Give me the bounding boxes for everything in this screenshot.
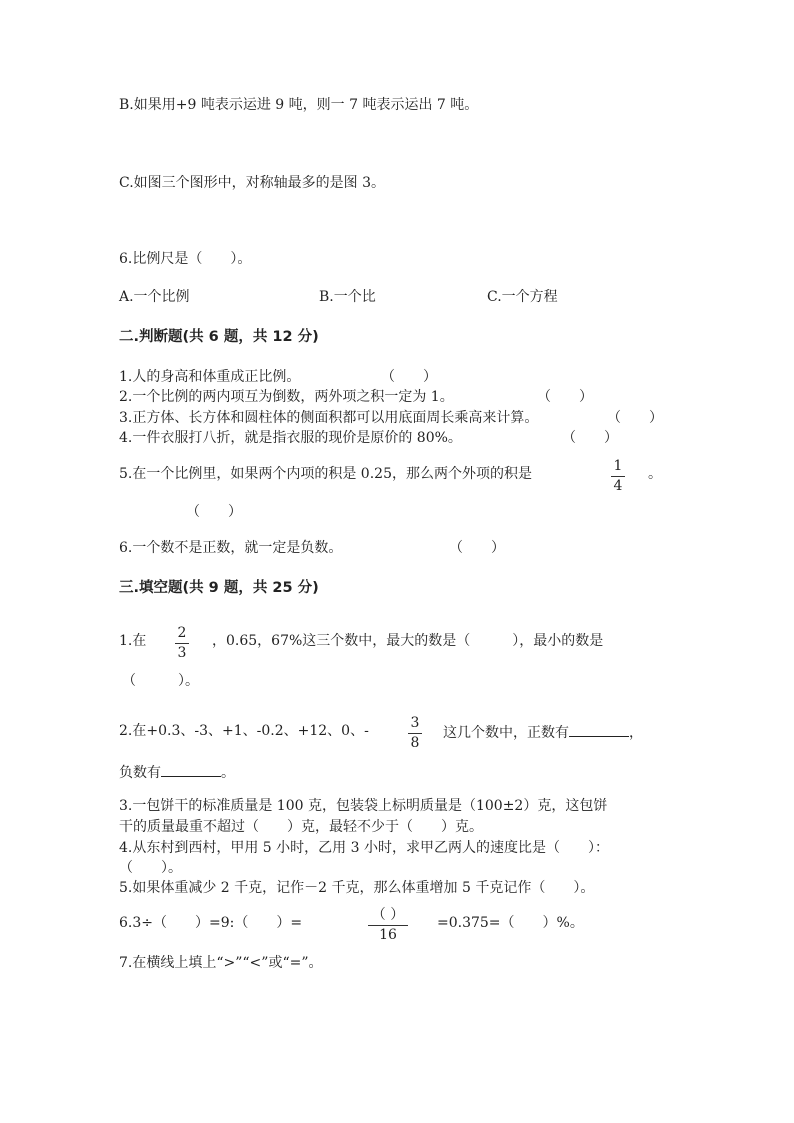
fill-5[interactable]: 5.如果体重减少 2 千克，记作－2 千克，那么体重增加 5 千克记作（ ）。 [119,880,595,896]
fill-2-line2-pre: 负数有 [119,765,161,781]
judge-item-6-text: 6.一个数不是正数，就一定是负数。 [119,540,343,556]
fill-1-fraction [170,626,194,661]
fill-1-line2[interactable]: （ ）。 [122,673,199,689]
fraction-bar [175,643,189,644]
fill-2-line2 [119,762,235,782]
judge-item-1 [119,368,437,386]
judge-item-2 [119,388,593,406]
q6-option-b: B.一个比 [319,289,376,305]
fraction-numerator: 1 [613,458,623,474]
fraction-denominator: 4 [613,478,623,494]
fill-2-post [443,722,643,742]
judge-item-3 [119,409,663,427]
fraction-bar [611,476,625,477]
fraction-bar [368,925,408,926]
q5-option-c: C.如图三个图形中，对称轴最多的是图 3。 [119,175,386,191]
judge-item-6 [119,539,505,557]
judge-item-5-text: 5.在一个比例里，如果两个内项的积是 0.25，那么两个外项的积是 [119,466,532,482]
judge-item-2-paren[interactable]: （ ） [537,389,593,405]
fill-3-line2[interactable]: 干的质量最重不超过（ ）克，最轻不少于（ ）克。 [119,819,483,835]
fill-2-post-text: 这几个数中，正数有 [443,725,569,741]
judge-item-1-text: 1.人的身高和体重成正比例。 [119,369,301,385]
judge-item-2-text: 2.一个比例的两内项互为倒数，两外项之积一定为 1。 [119,389,454,405]
section-2-title: 二.判断题(共 6 题，共 12 分) [119,329,319,345]
fill-7: 7.在横线上填上“>”“<”或“=”。 [119,955,323,971]
judge-item-5 [119,465,532,483]
judge-item-1-paren[interactable]: （ ） [381,369,437,385]
fill-4-line2[interactable]: （ ）。 [119,860,182,876]
judge-item-3-text: 3.正方体、长方体和圆柱体的侧面积都可以用底面周长乘高来计算。 [119,410,539,426]
fill-6-post[interactable]: =0.375=（ ）%。 [437,915,584,931]
fill-6-fraction [366,908,410,943]
section-3-title: 三.填空题(共 9 题，共 25 分) [119,580,319,596]
judge-item-4-paren[interactable]: （ ） [562,430,618,446]
judge-item-6-paren[interactable]: （ ） [449,540,505,556]
judge-item-5-fraction [606,459,630,494]
fill-2-positive-blank[interactable] [569,722,629,737]
judge-item-4-text: 4.一件衣服打八折，就是指衣服的现价是原价的 80%。 [119,430,462,446]
fraction-numerator[interactable]: （ ） [371,907,405,923]
judge-item-3-paren[interactable]: （ ） [607,410,663,426]
fill-1-pre: 1.在 [119,633,147,649]
judge-item-5-tail: 。 [648,466,662,482]
fill-3-line1: 3.一包饼干的标准质量是 100 克，包装袋上标明质量是（100±2）克，这包饼 [119,798,608,814]
q6-option-a: A.一个比例 [119,289,190,305]
fraction-numerator: 2 [177,625,187,641]
fill-4-line1[interactable]: 4.从东村到西村，甲用 5 小时，乙用 3 小时，求甲乙两人的速度比是（ ）： [119,840,609,856]
fill-2-line2-end: 。 [221,765,235,781]
fraction-denominator: 3 [177,645,187,661]
q6-option-c: C.一个方程 [487,289,558,305]
q5-option-b: B.如果用+9 吨表示运进 9 吨，则一 7 吨表示运出 7 吨。 [119,97,479,113]
fill-2-fraction [403,716,427,751]
fraction-denominator: 16 [379,927,397,943]
fill-1-post: ，0.65，67%这三个数中，最大的数是（ ），最小的数是 [212,633,604,649]
fill-6-pre[interactable]: 6.3÷（ ）=9:（ ）= [119,915,303,931]
judge-item-5-paren[interactable]: （ ） [186,504,242,520]
fraction-numerator: 3 [410,715,420,731]
fill-2-negative-blank[interactable] [161,762,221,777]
fill-2-end: ， [629,725,643,741]
fraction-bar [408,733,422,734]
fraction-denominator: 8 [410,735,420,751]
judge-item-4 [119,429,618,447]
q6-stem: 6.比例尺是（ ）。 [119,251,252,267]
fill-2-pre: 2.在+0.3、-3、+1、-0.2、+12、0、- [119,723,369,739]
